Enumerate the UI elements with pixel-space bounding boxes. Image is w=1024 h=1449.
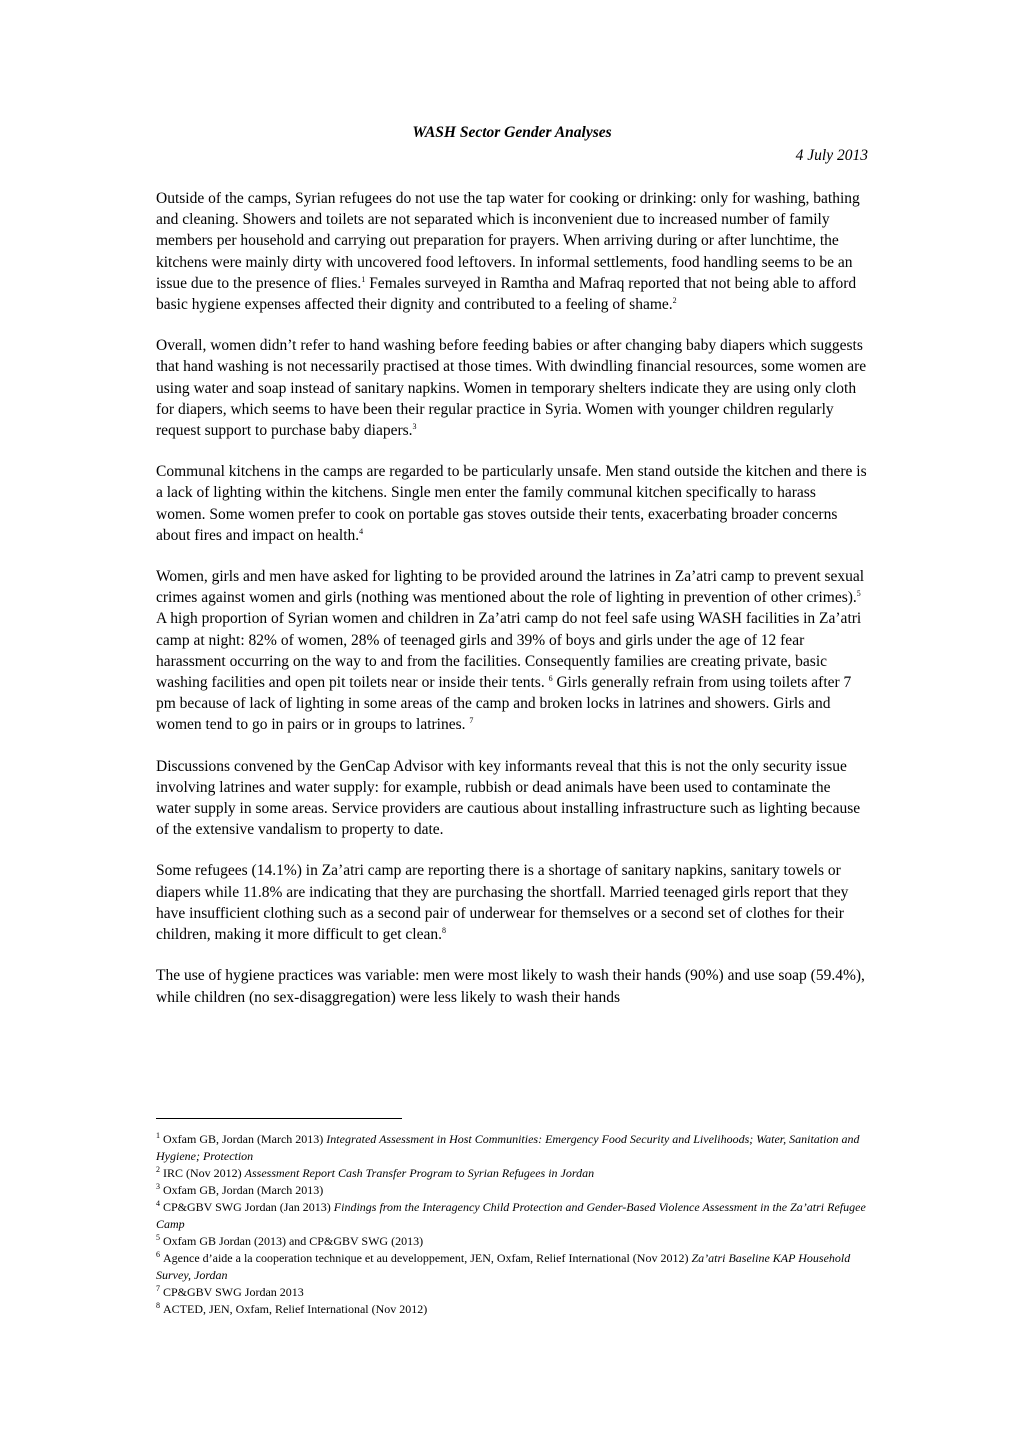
footnote-source-title: Integrated Assessment in Host Communities: Emergency Food Security and Livelihoods; Water, Sanitation and Hygiene; Protection (156, 1132, 860, 1163)
footnote (156, 1131, 868, 1165)
footnote-text: Oxfam GB Jordan (2013) and CP&GBV SWG (2013) (163, 1234, 424, 1248)
footnote-reference[interactable]: 6 (548, 673, 553, 683)
footnote-text: CP&GBV SWG Jordan 2013 (163, 1285, 304, 1299)
paragraph-text: Discussions convened by the GenCap Advisor with key informants reveal that this is not the only security issue involving latrines and water supply: for example, rubbish or dead animals have been used to contaminate the water supply in some areas. Service providers are cautious about installing infrastructure such as lighting because of the extensive vandalism to property to date. (156, 757, 861, 839)
footnote-number: 3 (156, 1182, 160, 1191)
paragraph (156, 566, 868, 736)
footnote-number: 2 (156, 1165, 160, 1174)
footnote (156, 1284, 868, 1301)
footnote-reference[interactable]: 7 (469, 716, 474, 726)
document-date: 4 July 2013 (795, 147, 868, 164)
footnote (156, 1233, 868, 1250)
paragraph (156, 965, 868, 1007)
footnote (156, 1199, 868, 1233)
footnote-reference[interactable]: 8 (441, 925, 446, 935)
footnotes (156, 1131, 868, 1318)
footnote-number: 5 (156, 1233, 160, 1242)
footnote-number: 4 (156, 1199, 160, 1208)
paragraph-text: Overall, women didn’t refer to hand washing before feeding babies or after changing baby diapers which suggests that hand washing is not necessarily practised at those times. With dwindling financial resources, some women are using water and soap instead of sanitary napkins. Women in temporary shelters indicate they are using only cloth for diapers, which seems to have been their regular practice in Syria. Women with younger children regularly request support to purchase baby diapers. (156, 337, 867, 440)
footnote-reference[interactable]: 1 (361, 274, 366, 284)
footnote-text: ACTED, JEN, Oxfam, Relief International (Nov 2012) (163, 1302, 428, 1316)
paragraph-text: Girls generally refrain from using toilets after 7 pm because of lack of lighting in some areas of the camp and broken locks in latrines and showers. Girls and women tend to go in pairs or in groups to latrines. (156, 674, 852, 734)
footnote (156, 1182, 868, 1199)
footnote-source-title: Assessment Report Cash Transfer Program to Syrian Refugees in Jordan (244, 1166, 595, 1180)
paragraph (156, 188, 868, 315)
footnote-text: IRC (Nov 2012) (163, 1166, 245, 1180)
paragraph-text: A high proportion of Syrian women and children in Za’atri camp do not feel safe using WASH facilities in Za’atri camp at night: 82% of women, 28% of teenaged girls and 39% of boys and girls under the age of 12 fear harassment occurring on the way to and from the facilities. Consequently families are creating private, basic washing facilities and open pit toilets near or inside their tents. (156, 610, 862, 692)
footnote-reference[interactable]: 2 (672, 295, 677, 305)
footnote-text: Oxfam GB, Jordan (March 2013) (163, 1132, 327, 1146)
footnote-text: CP&GBV SWG Jordan (Jan 2013) (163, 1200, 334, 1214)
footnote-number: 7 (156, 1284, 160, 1293)
footnote-number: 1 (156, 1131, 160, 1140)
paragraph-text: Outside of the camps, Syrian refugees do not use the tap water for cooking or drinking: only for washing, bathing and cleaning. Showers and toilets are not separated which is inconvenient due to increased number of family members per household and carrying out preparation for prayers. When arriving during or after lunchtime, the kitchens were mainly dirty with uncovered food leftovers. In informal settlements, food handling seems to be an issue due to the presence of flies. (156, 190, 860, 292)
footnote-reference[interactable]: 4 (359, 526, 364, 536)
footnote (156, 1301, 868, 1318)
footnote-number: 8 (156, 1301, 160, 1310)
paragraph (156, 335, 868, 441)
footnote-number: 6 (156, 1250, 160, 1259)
paragraph-text: The use of hygiene practices was variable: men were most likely to wash their hands (90%) and use soap (59.4%), while children (no sex-disaggregation) were less likely to wash their hands (156, 967, 865, 1006)
paragraph (156, 756, 868, 841)
footnote (156, 1165, 868, 1182)
footnote-reference[interactable]: 5 (856, 589, 861, 599)
paragraph-text: Communal kitchens in the camps are regarded to be particularly unsafe. Men stand outside the kitchen and there is a lack of lighting within the kitchens. Single men enter the family communal kitchen specifically to harass women. Some women prefer to cook on portable gas stoves outside their tents, exacerbating broader concerns about fires and impact on health. (156, 463, 867, 544)
footnote-source-title: Findings from the Interagency Child Protection and Gender-Based Violence Assessment in the Za’atri Refugee Camp (156, 1200, 866, 1231)
document-title: WASH Sector Gender Analyses (412, 124, 612, 141)
paragraph-text: Women, girls and men have asked for lighting to be provided around the latrines in Za’atri camp to prevent sexual crimes against women and girls (nothing was mentioned about the role of lighting in prevention of other crimes). (156, 568, 865, 607)
paragraph-text: Some refugees (14.1%) in Za’atri camp are reporting there is a shortage of sanitary napkins, sanitary towels or diapers while 11.8% are indicating that they are purchasing the shortfall. Married teenaged girls report that they have insufficient clothing such as a second pair of underwear for themselves or a second set of clothes for their children, making it more difficult to get clean. (156, 862, 849, 944)
footnote-separator (156, 1118, 402, 1119)
footnote (156, 1250, 868, 1284)
paragraph (156, 461, 868, 546)
body-text (156, 188, 868, 1028)
paragraph-text: Females surveyed in Ramtha and Mafraq reported that not being able to afford basic hygiene expenses affected their dignity and contributed to a feeling of shame. (156, 274, 857, 314)
footnote-text: Oxfam GB, Jordan (March 2013) (163, 1183, 324, 1197)
paragraph (156, 860, 868, 945)
footnote-reference[interactable]: 3 (412, 421, 417, 431)
footnote-source-title: Za’atri Baseline KAP Household Survey, Jordan (156, 1251, 851, 1282)
footnote-text: Agence d’aide a la cooperation technique et au developpement, JEN, Oxfam, Relief International (Nov 2012) (163, 1251, 692, 1265)
